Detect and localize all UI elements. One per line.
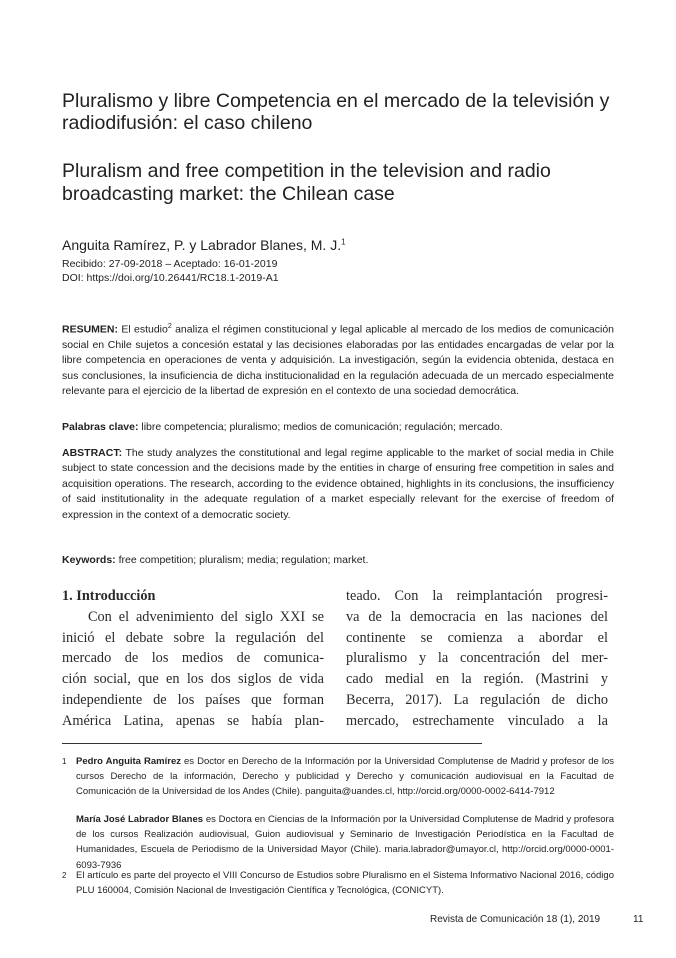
author-names: Anguita Ramírez, P. y Labrador Blanes, M. J. xyxy=(62,237,342,253)
body-line: ción social, que en los dos siglos de vida xyxy=(62,671,324,688)
intro-left-column xyxy=(62,586,324,732)
body-line: pluralismo y la concentración del mer- xyxy=(346,650,608,667)
received-accepted: Recibido: 27-09-2018 – Aceptado: 16-01-2019 xyxy=(62,258,278,270)
abstract-label: ABSTRACT: xyxy=(62,447,123,459)
body-line: continente se comienza a abordar el xyxy=(346,629,608,646)
footnote-divider xyxy=(62,743,482,744)
body-line: mercado, estrechamente vinculado a la xyxy=(346,712,608,729)
abstract-paragraph xyxy=(62,446,614,523)
running-footer-journal: Revista de Comunicación 18 (1), 2019 xyxy=(430,914,601,925)
resumen-label: RESUMEN: xyxy=(62,323,119,336)
title-english: Pluralism and free competition in the television and radio broadcasting market: the Chilean case xyxy=(62,160,551,205)
footnote-author-bio: es Doctora en Ciencias de la Información por la Universidad Complutense de Madrid y profesora de los cursos Realización audiovisual, Guion audiovisual y Seminario de Investigación Periodística en la Facultad de Humanidades, Escuela de Periodismo de la Universidad Mayor (Chile). maria.labrador@umayor.cl, http://orcid.org/0000-0001-6093-7936 xyxy=(76,814,615,871)
body-line: Con el advenimiento del siglo XXI se xyxy=(88,608,324,625)
section-heading: 1. Introducción xyxy=(62,588,156,604)
resumen-text: analiza el régimen constitucional y legal aplicable al mercado de los medios de comunicación social en Chile sujetos a concesión estatal y las decisiones elaboradas por las entidades encargadas de velar por la libre competencia en operaciones de venta y adquisición. La investigación, según la evidencia obtenida, destaca en sus conclusiones, la insuficiencia de dicha institucionalidad en la regulación adecuada de un mercado especialmente relevante para el ejercicio de la libertad de expresión en el contexto de una sociedad democrática. xyxy=(62,323,615,398)
body-line: teado. Con la reimplantación progresi- xyxy=(346,588,608,604)
keywords-label: Keywords: xyxy=(62,554,116,566)
footnote-author-bio: es Doctor en Derecho de la Información por la Universidad Complutense de Madrid y profesor de los cursos Derecho de la información, Derecho y publicidad y Derecho y comunicación audiovisual en la Facultad de Comunicación de la Universidad de los Andes (Chile). panguita@uandes.cl, http://orcid.org/0000-0002-6414-7912 xyxy=(76,756,614,798)
intro-right-column xyxy=(346,586,608,732)
resumen-footnote-mark: 2 xyxy=(167,323,172,330)
footnote-number: 2 xyxy=(62,871,67,880)
keywords-text: free competition; pluralism; media; regulation; market. xyxy=(115,554,369,566)
footnote-text: El artículo es parte del proyecto el VIII Concurso de Estudios sobre Pluralismo en el Sistema Informativo Nacional 2016, código PLU 160004, Comisión Nacional de Investigación Científica y Tecnológica, (CONICYT). xyxy=(76,870,614,897)
footnote-1-second-author xyxy=(62,812,614,873)
palabras-clave xyxy=(62,420,614,435)
keywords xyxy=(62,553,614,568)
footnote-number: 1 xyxy=(62,757,67,766)
body-line: va de la democracia en las naciones del xyxy=(346,608,608,625)
body-line: América Latina, apenas se había plan- xyxy=(62,712,324,729)
palabras-clave-text: libre competencia; pluralismo; medios de comunicación; regulación; mercado. xyxy=(138,421,503,433)
doi: DOI: https://doi.org/10.26441/RC18.1-2019-A1 xyxy=(62,272,279,284)
body-line: inició el debate sobre la regulación del xyxy=(62,629,324,646)
article-dates xyxy=(62,257,279,285)
footnote-text xyxy=(76,754,614,800)
author-line xyxy=(62,237,346,253)
page-number: 11 xyxy=(633,914,644,925)
resumen-paragraph xyxy=(62,319,614,400)
body-line: Becerra, 2017). La regulación de dicho xyxy=(346,691,608,708)
footnote-text xyxy=(76,812,614,873)
footnote-author-name: María José Labrador Blanes xyxy=(76,814,204,825)
resumen-text-pre: El estudio xyxy=(118,323,168,336)
body-line: independiente de los países que forman xyxy=(62,691,324,708)
title-spanish: Pluralismo y libre Competencia en el mercado de la televisión y radiodifusión: el caso chileno xyxy=(62,90,610,134)
body-line: mercado de los medios de comunica- xyxy=(62,650,324,667)
body-line: cado medial en la región. (Mastrini y xyxy=(346,671,608,688)
footnote-author-name: Pedro Anguita Ramírez xyxy=(76,756,181,767)
abstract-text: The study analyzes the constitutional and legal regime applicable to the market of social media in Chile subject to state concession and the decisions made by the entities in charge of ensuring free competition in sales and acquisition operations. The research, according to the evidence obtained, highlights in its conclusions, the insufficiency of said institutionality in the adequate regulation of a market especially relevant for the exercise of freedom of expression in the context of a democratic society. xyxy=(62,447,614,521)
palabras-clave-label: Palabras clave: xyxy=(62,421,139,433)
footnote-2 xyxy=(62,868,614,898)
author-footnote-mark: 1 xyxy=(341,237,346,247)
footnote-1 xyxy=(62,754,614,800)
